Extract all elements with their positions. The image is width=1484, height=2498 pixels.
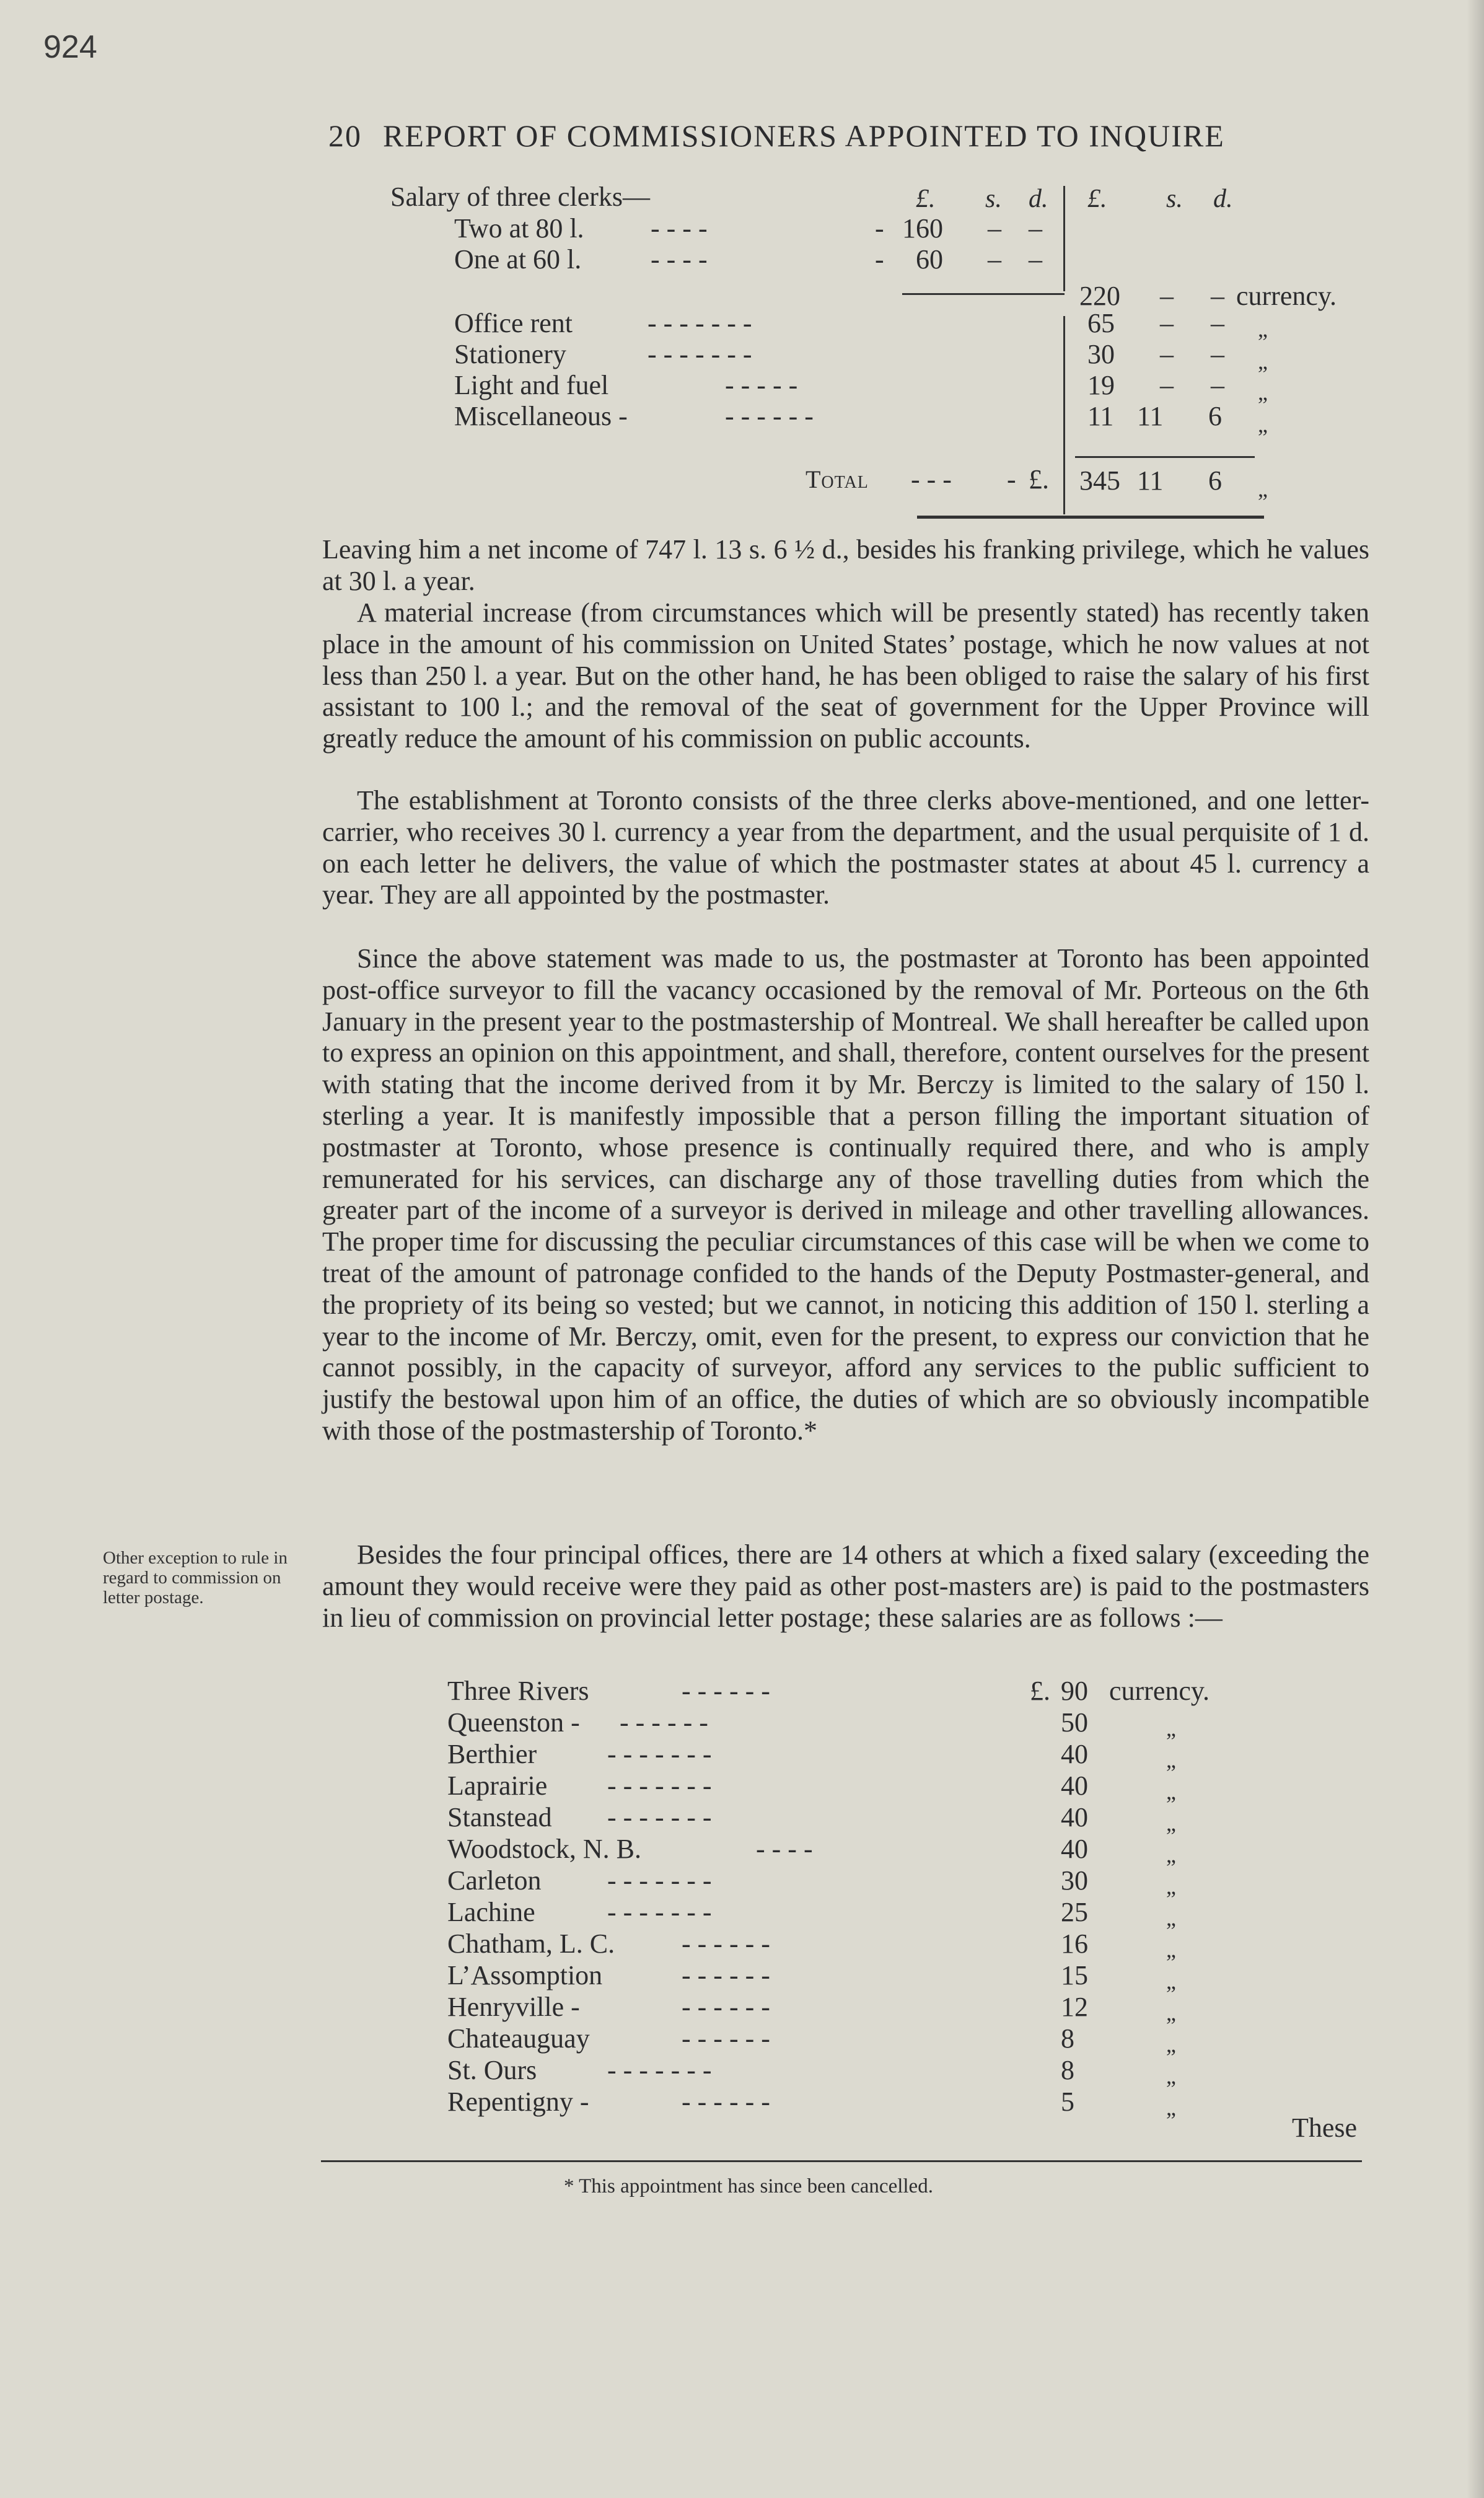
total-rule (1075, 456, 1255, 458)
salary-ditto: „ (1166, 1842, 1176, 1867)
salary-place: Stanstead (447, 1802, 552, 1832)
salaries-unit: £. (1030, 1676, 1050, 1706)
paragraph-text: Besides the four principal offices, there are 14 others at which a fixed salary (exceeding the amount they would receive were they paid as other post-masters are) is paid to the postmasters in lieu of commission on provincial letter postage; these salaries are as follows :— (322, 1539, 1369, 1633)
salary-leaders: - - - - - - (620, 1707, 708, 1738)
salary-ditto: „ (1166, 2032, 1176, 2057)
salary-leaders: - - - - - - (682, 2023, 770, 2054)
expense-item-leaders: - - - - - (725, 370, 798, 400)
total-shillings: 11 (1137, 465, 1164, 496)
expense-item-label: Office rent (454, 308, 573, 338)
salary-amount: 40 (1061, 1834, 1088, 1864)
clerk-row-label: One at 60 l. (454, 244, 582, 275)
salary-place: St. Ours (447, 2055, 537, 2085)
footnote: * This appointment has since been cancelled. (564, 2175, 933, 2197)
salary-leaders: - - - - - - - (607, 1802, 712, 1832)
total-pence: 6 (1208, 465, 1222, 496)
salary-amount: 8 (1061, 2023, 1074, 2054)
expense-item-pence: – (1211, 308, 1224, 338)
expense-item-shillings: – (1160, 370, 1174, 400)
salary-leaders: - - - - - - (682, 2087, 770, 2117)
clerk-row-label: Two at 80 l. (454, 213, 584, 244)
clerks-total-pounds: 220 (1079, 281, 1120, 311)
paragraph (322, 597, 1369, 755)
col-header-pounds-right: £. (1087, 185, 1107, 213)
expense-item-pence: 6 (1208, 401, 1222, 431)
salary-place: L’Assomption (447, 1960, 603, 1990)
clerk-row-leaders: - - - - (651, 213, 708, 244)
paragraph (322, 943, 1369, 1447)
running-head-page-number: 20 (328, 118, 362, 153)
expense-item-pounds: 65 (1087, 308, 1115, 338)
paragraph-text: Leaving him a net income of 747 l. 13 s. 6 ½ d., besides his franking privilege, which he values at 30 l. a year. (322, 534, 1369, 596)
salary-amount: 25 (1061, 1897, 1088, 1927)
column-divider-upper (1063, 186, 1065, 291)
salary-leaders: - - - - - - - (607, 2055, 712, 2085)
salary-amount: 40 (1061, 1802, 1088, 1832)
salary-ditto: „ (1166, 1748, 1176, 1772)
expense-item-pounds: 30 (1087, 339, 1115, 369)
salary-ditto: „ (1166, 1779, 1176, 1804)
paragraph-text: The establishment at Toronto consists of the three clerks above-mentioned, and one letter-carrier, who receives 30 l. currency a year from the department, and the usual perquisite of 1 d. on each letter he delivers, the value of which the postmaster states at about 45 l. currency a year. They are all appointed by the postmaster. (322, 785, 1369, 910)
salary-ditto: „ (1166, 1874, 1176, 1899)
expense-item-pounds: 19 (1087, 370, 1115, 400)
expense-item-label: Miscellaneous - (454, 401, 628, 431)
salary-place: Three Rivers (447, 1676, 589, 1706)
paragraph-text: A material increase (from circumstances which will be presently stated) has recently taken place in the amount of his commission on United States’ postage, which he now values at not less than 250 l. a year. But on the other hand, he has been obliged to raise the salary of his first assistant to 100 l.; and the removal of the seat of government for the Upper Province will greatly reduce the amount of his commission on public accounts. (322, 597, 1369, 754)
salary-amount: 15 (1061, 1960, 1088, 1990)
expense-item-pence: – (1211, 339, 1224, 369)
page-folio: 924 (43, 29, 97, 65)
salary-leaders: - - - - - - (682, 1992, 770, 2022)
total-leaders: - - - (911, 464, 952, 495)
expense-item-ditto: „ (1258, 412, 1268, 437)
salary-amount: 16 (1061, 1928, 1088, 1959)
salary-ditto: „ (1166, 2000, 1176, 2025)
expense-item-pence: – (1211, 370, 1224, 400)
salary-ditto: „ (1166, 1969, 1176, 1994)
col-header-pence-right: d. (1213, 185, 1233, 213)
clerk-row-pence: – (1029, 244, 1042, 275)
expense-item-label: Light and fuel (454, 370, 609, 400)
salary-leaders: - - - - (756, 1834, 813, 1864)
salary-ditto: „ (1166, 1937, 1176, 1962)
total-label: Total (806, 465, 869, 493)
salary-place: Berthier (447, 1739, 537, 1769)
salary-amount: 30 (1061, 1865, 1088, 1896)
clerk-row-leader-dash: - (875, 244, 884, 275)
salary-amount: 40 (1061, 1770, 1088, 1801)
salary-leaders: - - - - - - (682, 1928, 770, 1959)
salary-ditto: „ (1166, 2095, 1176, 2120)
salary-amount: 8 (1061, 2055, 1074, 2085)
expense-item-pounds: 11 (1087, 401, 1114, 431)
salary-place: Repentigny - (447, 2087, 589, 2117)
salary-ditto: „ (1166, 1906, 1176, 1930)
clerks-total-pence: – (1211, 281, 1224, 311)
total-ditto: „ (1258, 477, 1268, 501)
salary-place: Lachine (447, 1897, 535, 1927)
col-header-pence-left: d. (1029, 185, 1048, 213)
salary-note: currency. (1109, 1676, 1210, 1706)
salary-place: Henryville - (447, 1992, 580, 2022)
salary-leaders: - - - - - - - (607, 1897, 712, 1927)
expense-item-ditto: „ (1258, 317, 1268, 341)
subtotal-rule (902, 293, 1065, 295)
salary-ditto: „ (1166, 2064, 1176, 2088)
salary-place: Carleton (447, 1865, 542, 1896)
table-closing-rule (917, 516, 1264, 519)
expense-item-label: Stationery (454, 339, 566, 369)
running-head (328, 118, 1225, 154)
paragraph (322, 785, 1369, 911)
salary-leaders: - - - - - - (682, 1960, 770, 1990)
salary-place: Chateauguay (447, 2023, 590, 2054)
expense-item-ditto: „ (1258, 349, 1268, 374)
total-leader-dash: - (1007, 464, 1016, 495)
catchword: These (1292, 2113, 1358, 2143)
salary-place: Chatham, L. C. (447, 1928, 615, 1959)
paragraph-text: Since the above statement was made to us, the postmaster at Toronto has been appointed post-office surveyor to fill the vacancy occasioned by the removal of Mr. Porteous on the 6th January in the present year to the postmastership of Montreal. We shall hereafter be called upon to express an opinion on this appointment, and shall, therefore, content ourselves for the present with stating that the income derived from it by Mr. Berczy is limited to the salary of 150 l. sterling a year. It is manifestly impossible that a person filling the important situation of postmaster at Toronto, whose presence is continually required there, and who is amply remunerated for his services, can discharge any of those travelling duties from which the greater part of the income of a surveyor is derived in mileage and other travelling allowances. The proper time for discussing the peculiar circumstances of this case will be when we come to treat of the amount of patronage confided to the hands of the Deputy Postmaster-general, and the propriety of its being so vested; but we cannot, in noticing this addition of 150 l. sterling a year to the income of Mr. Berczy, omit, even for the present, to express our conviction that he cannot possibly, in the capacity of surveyor, afford any services to the public sufficient to justify the bestowal upon him of an office, the duties of which are so obviously incompatible with those of the postmastership of Toronto.* (322, 943, 1369, 1446)
paragraph (322, 1539, 1369, 1634)
salary-amount: 90 (1061, 1676, 1088, 1706)
salary-leaders: - - - - - - - (607, 1770, 712, 1801)
running-head-title: REPORT OF COMMISSIONERS APPOINTED TO INQUIRE (383, 118, 1225, 153)
clerk-row-shillings: – (988, 213, 1001, 244)
salary-leaders: - - - - - - - (607, 1739, 712, 1769)
expense-item-shillings: – (1160, 339, 1174, 369)
clerk-row-pounds: 60 (916, 244, 943, 275)
salary-amount: 50 (1061, 1707, 1088, 1738)
expense-item-leaders: - - - - - - - (648, 339, 752, 369)
paragraph (322, 534, 1369, 597)
salary-ditto: „ (1166, 1811, 1176, 1836)
total-pounds: 345 (1079, 465, 1120, 496)
clerks-total-shillings: – (1160, 281, 1174, 311)
clerk-row-shillings: – (988, 244, 1001, 275)
salary-place: Laprairie (447, 1770, 548, 1801)
footnote-rule (321, 2160, 1362, 2162)
salary-leaders: - - - - - - (682, 1676, 770, 1706)
clerk-row-pounds: 160 (902, 213, 943, 244)
col-header-shillings-left: s. (985, 185, 1002, 213)
clerk-row-pence: – (1029, 213, 1042, 244)
column-divider-lower (1063, 316, 1065, 514)
salary-amount: 40 (1061, 1739, 1088, 1769)
expense-item-shillings: – (1160, 308, 1174, 338)
clerks-total-note: currency. (1236, 281, 1337, 311)
total-unit: £. (1029, 464, 1049, 495)
clerk-row-leader-dash: - (875, 213, 884, 244)
salary-place: Queenston - (447, 1707, 580, 1738)
salary-leaders: - - - - - - - (607, 1865, 712, 1896)
expense-item-leaders: - - - - - - (725, 401, 814, 431)
clerk-row-leaders: - - - - (651, 244, 708, 275)
salary-amount: 5 (1061, 2087, 1074, 2117)
col-header-pounds-left: £. (916, 185, 936, 213)
expense-item-shillings: 11 (1137, 401, 1164, 431)
table-caption: Salary of three clerks— (390, 182, 651, 212)
margin-note: Other exception to rule in regard to commission on letter postage. (103, 1548, 288, 1607)
salary-ditto: „ (1166, 1716, 1176, 1741)
salary-amount: 12 (1061, 1992, 1088, 2022)
expense-item-ditto: „ (1258, 380, 1268, 405)
col-header-shillings-right: s. (1166, 185, 1183, 213)
expense-item-leaders: - - - - - - - (648, 308, 752, 338)
page-edge-shadow (1467, 0, 1484, 2498)
salary-place: Woodstock, N. B. (447, 1834, 642, 1864)
